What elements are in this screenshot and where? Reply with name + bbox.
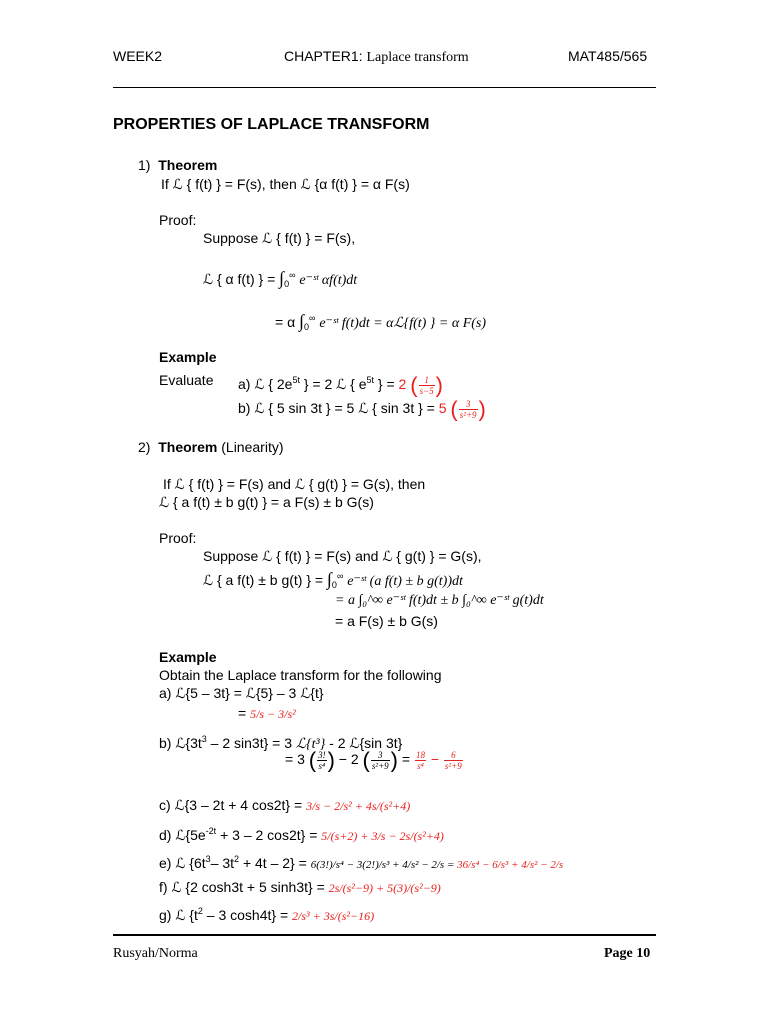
example2-f: [159, 878, 441, 897]
example2-b-frac1-den: s⁴: [318, 761, 326, 771]
example2-e-exp1: 3: [205, 854, 211, 864]
example2-c-lhs: c) ℒ{3 – 2t + 4 cos2t} =: [159, 797, 307, 813]
example2-e: [159, 850, 563, 874]
example2-b-line2-prefix: = 3: [285, 751, 309, 768]
example1-a-den: s−5: [419, 385, 434, 396]
example1-a-coef: 2: [398, 376, 407, 392]
theorem2-statement1: If ℒ { f(t) } = F(s) and ℒ { g(t) } = G(s), then: [163, 476, 426, 492]
example2-b-result2: [444, 750, 463, 771]
example2-e-rhs-red: 36/s⁴ − 6/s³ + 4/s² − 2/s: [457, 859, 564, 871]
theorem1-heading: [138, 156, 217, 174]
example2-b-result1: [415, 750, 426, 771]
example2-d-pre: d) ℒ{5e: [159, 827, 206, 843]
example2-b-mid: – 2 sin3t} = 3: [206, 735, 296, 751]
integral-sign-icon: ∫: [299, 311, 304, 331]
theorem1-proof-label: Proof:: [159, 212, 197, 228]
example2-f-rhs: 2s/(s²−9) + 5(3)/(s²−9): [328, 881, 441, 895]
example1-b-coef: 5: [438, 400, 447, 417]
integral-lower-limit: 0: [284, 279, 290, 289]
page-title: PROPERTIES OF LAPLACE TRANSFORM: [113, 116, 430, 133]
example2-b-frac2-num: 3: [371, 750, 390, 761]
footer-page-number: Page 10: [604, 946, 651, 961]
example2-b-result2-den: s²+9: [444, 761, 462, 771]
integral-sign-icon: ∫: [326, 569, 332, 589]
header-chapter-prefix: CHAPTER1:: [284, 48, 367, 64]
theorem1-proof-line2-rhs: e⁻ˢᵗ αf(t)dt: [299, 273, 358, 288]
example2-b-result1-num: 18: [415, 750, 425, 760]
example2-a-line2-result: 5/s − 3/s²: [250, 707, 296, 721]
example1-item-a: a) ℒ { $2e^{5t}$ } = 2 ℒ { $e^{5t}$ } = 2 ( $\frac{1}{s-5}$ ): [238, 372, 443, 398]
example2-d-post: + 3 – 2 cos2t} =: [216, 827, 322, 843]
example2-e-exp2: 2: [234, 854, 240, 864]
theorem2-number: 2): [138, 439, 151, 455]
example2-b-math: ℒ{t³}: [295, 737, 326, 752]
theorem2-proof-line4: = a F(s) ± b G(s): [335, 613, 438, 629]
example1-a-mid: } = 2 ℒ { e: [299, 376, 367, 392]
example2-b-end: - 2 ℒ{sin 3t}: [325, 735, 403, 751]
example2-g-exp: 2: [197, 906, 203, 916]
integral-upper-limit: ∞: [336, 571, 344, 581]
footer-rule: [113, 934, 656, 936]
theorem1-proof-line1: Suppose ℒ { f(t) } = F(s),: [203, 230, 356, 246]
theorem2-proof-line2-rhs: e⁻ˢᵗ (a f(t) ± b g(t))dt: [347, 574, 463, 589]
theorem1-statement: If ℒ { f(t) } = F(s), then ℒ {α f(t) } = α F(s): [161, 176, 410, 192]
example2-a-line2: [238, 704, 296, 723]
theorem1-proof-line3: [275, 309, 486, 336]
example1-a-lhs: a) ℒ { 2e: [238, 376, 293, 392]
header-week: WEEK2: [113, 48, 163, 64]
example1-a-exp2: 5t: [366, 375, 375, 385]
theorem2-proof-line2-lhs: ℒ { a f(t) ± b g(t) } =: [203, 572, 327, 588]
example2-e-post: + 4t – 2} =: [239, 855, 311, 871]
example2-b-frac1: [317, 750, 327, 771]
example2-a-line1: a) ℒ{5 – 3t} = ℒ{5} – 3 ℒ{t}: [159, 685, 324, 701]
example2-b-result1-den: s⁴: [417, 761, 424, 771]
example2-c-rhs: 3/s − 2/s² + 4s/(s²+4): [306, 799, 411, 813]
example1-b-fraction: [459, 399, 478, 420]
example1-a-end: } =: [374, 376, 399, 392]
theorem1-proof-line3-rhs: e⁻ˢᵗ f(t)dt = αℒ{f(t) } = α F(s): [319, 316, 487, 331]
example2-b-line2-mid: − 2: [338, 751, 363, 768]
example2-g-post: – 3 cosh4t} =: [202, 907, 293, 923]
theorem2-proof-line1: Suppose ℒ { f(t) } = F(s) and ℒ { g(t) } = G(s),: [203, 548, 482, 564]
example2-c: [159, 796, 410, 815]
example2-g-pre: g) ℒ {t: [159, 907, 198, 923]
theorem2-statement2: ℒ { a f(t) ± b g(t) } = a F(s) ± b G(s): [159, 494, 374, 510]
example2-b-frac1-num: 3!: [318, 750, 326, 760]
example1-evaluate-label: Evaluate: [159, 372, 214, 388]
example2-e-mid1: – 3t: [210, 855, 235, 871]
theorem2-suffix: (Linearity): [217, 439, 284, 455]
example2-d: [159, 822, 444, 845]
theorem2-heading: [138, 438, 284, 456]
example2-b-exp: 3: [201, 734, 207, 744]
example2-f-lhs: f) ℒ {2 cosh3t + 5 sinh3t} =: [159, 879, 329, 895]
example1-item-b: b) ℒ { 5 sin 3t } = 5 ℒ { sin 3t } = 5 ( $\frac{3}{\text{s²+9}}$ ): [238, 396, 486, 422]
integral-lower-limit: 0: [331, 580, 337, 590]
theorem2-proof-line2: [203, 567, 463, 594]
example2-d-exp: -2t: [205, 826, 217, 836]
example2-b-line2-eq: =: [397, 751, 414, 768]
header-rule: [113, 87, 656, 88]
example2-b-line2: = 3 ( $\frac{3!}{\text{s⁴}}$ ) − 2 ( $\frac{3}{\text{s²+9}}$ ) = $\frac{18}{\text{s⁴}}$ − $\frac{6}{\text{s²+9}}$: [285, 747, 462, 773]
example2-g-rhs: 2/s³ + 3s/(s²−16): [292, 909, 375, 923]
theorem2-proof-label: Proof:: [159, 530, 197, 546]
example1-a-fraction: [419, 375, 435, 396]
header-chapter: [284, 47, 469, 67]
integral-upper-limit: ∞: [289, 270, 296, 280]
example1-b-num: 3: [459, 399, 478, 410]
integral-lower-limit: 0: [304, 322, 310, 332]
example1-a-num: 1: [419, 375, 435, 386]
example2-a-line2-prefix: =: [238, 705, 251, 721]
example1-b-den: s²+9: [459, 410, 477, 420]
theorem2-proof-line3: = a ∫₀^∞ e⁻ˢᵗ f(t)dt ± b ∫₀^∞ e⁻ˢᵗ g(t)dt: [335, 593, 544, 608]
example2-d-rhs: 5/(s+2) + 3/s − 2s/(s²+4): [321, 829, 444, 843]
example2-heading: Example: [159, 649, 217, 665]
integral-sign-icon: ∫: [279, 268, 285, 288]
example2-b-frac2: [371, 750, 390, 771]
example2-intro: Obtain the Laplace transform for the following: [159, 667, 442, 683]
footer-authors: Rusyah/Norma: [113, 946, 198, 961]
example2-e-rhs-black: 6(3!)/s⁴ − 3(2!)/s³ + 4/s² − 2/s =: [310, 859, 458, 871]
theorem1-label: Theorem: [158, 157, 218, 173]
theorem1-number: 1): [138, 157, 151, 173]
integral-upper-limit: ∞: [309, 313, 316, 323]
header-chapter-title: Laplace transform: [366, 50, 469, 65]
example2-b-result2-num: 6: [444, 750, 463, 761]
theorem1-proof-line2-lhs: ℒ { α f(t) } =: [203, 271, 280, 287]
example1-a-exp: 5t: [292, 375, 300, 385]
example2-e-pre: e) ℒ {6t: [159, 855, 206, 871]
example2-g: [159, 902, 374, 925]
example2-b-frac2-den: s²+9: [371, 761, 389, 771]
theorem1-proof-line3-lhs: = α: [275, 314, 300, 330]
theorem2-label: Theorem: [158, 439, 218, 455]
example1-b-lhs: b) ℒ { 5 sin 3t } = 5 ℒ { sin 3t } =: [238, 400, 439, 417]
header-course: MAT485/565: [568, 48, 648, 64]
example2-b-pre: b) ℒ{3t: [159, 735, 202, 751]
theorem1-proof-line2: [203, 266, 357, 293]
example1-heading: Example: [159, 349, 217, 365]
